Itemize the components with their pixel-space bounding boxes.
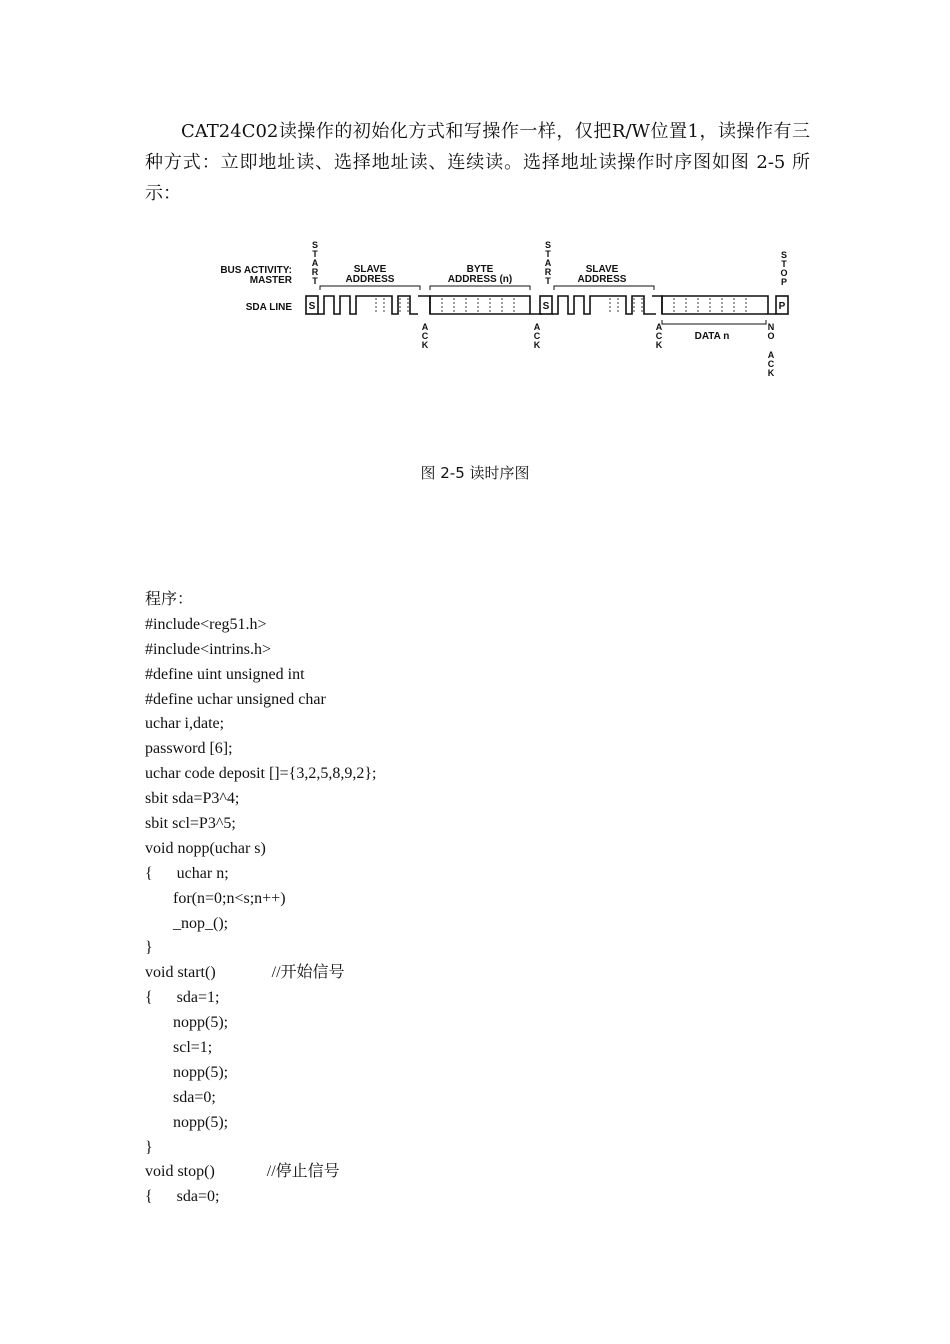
start-1-text: S T A R T: [311, 240, 319, 286]
no-ack-label: A C K: [767, 350, 775, 378]
code-line: }: [145, 939, 153, 957]
start-box-s-2: S: [542, 301, 550, 312]
code-line: uchar i,date;: [145, 715, 225, 733]
no-label: N O: [767, 322, 775, 341]
code-line: #define uchar unsigned char: [145, 690, 326, 708]
code-line: #include<intrins.h>: [145, 640, 272, 658]
code-line: void start() //开始信号: [145, 964, 345, 982]
intro-paragraph: CAT24C02读操作的初始化方式和写操作一样，仅把R/W位置1，读操作有三种方式：立即地址读、选择地址读、连续读。选择地址读操作时序图如图 2-5 所示：: [145, 121, 810, 204]
code-line: nopp(5);: [145, 1063, 229, 1081]
code-line: #define uint unsigned int: [145, 665, 305, 683]
code-line: void nopp(uchar s): [145, 839, 266, 857]
stop-label: [780, 250, 787, 287]
slave-address-2-line2: ADDRESS: [577, 274, 627, 285]
code-line: sbit scl=P3^5;: [145, 815, 236, 833]
code-line: password [6];: [145, 740, 233, 758]
stop-box-p: P: [778, 301, 786, 312]
code-line: uchar code deposit []={3,2,5,8,9,2};: [145, 765, 377, 783]
bus-activity-label: BUS ACTIVITY:: [220, 265, 292, 276]
data-n-label: DATA n: [694, 331, 730, 342]
ack-label-3: A C K: [655, 322, 663, 350]
slave-address-1-line1: SLAVE: [353, 264, 387, 275]
slave-address-2-line1: SLAVE: [585, 264, 619, 275]
read-timing-diagram: [200, 236, 800, 396]
ack-label-1: A C K: [421, 322, 429, 350]
code-line: { sda=0;: [145, 1188, 220, 1206]
byte-address-line2: ADDRESS (n): [447, 274, 513, 285]
code-line: nopp(5);: [145, 1113, 229, 1131]
code-line: sbit sda=P3^4;: [145, 790, 240, 808]
start-label-1: [312, 240, 319, 286]
figure-caption: 图 2-5 读时序图: [420, 464, 530, 482]
master-label: MASTER: [249, 275, 292, 286]
code-line: scl=1;: [145, 1039, 213, 1057]
intro-text: [145, 116, 810, 209]
code-line: { sda=1;: [145, 989, 220, 1007]
code-line: nopp(5);: [145, 1014, 229, 1032]
code-line: sda=0;: [145, 1088, 216, 1106]
bit-dividers: [376, 298, 746, 312]
byte-address-line1: BYTE: [466, 264, 494, 275]
stop-text: S T O P: [780, 250, 788, 287]
code-line: for(n=0;n<s;n++): [145, 889, 286, 907]
code-line: _nop_();: [145, 914, 229, 932]
code-line: { uchar n;: [145, 864, 229, 882]
start-label-2: [545, 240, 552, 286]
slave-address-1-line2: ADDRESS: [345, 274, 395, 285]
sda-line-label: SDA LINE: [245, 302, 292, 313]
timing-diagram-svg: [200, 236, 800, 396]
start-2-text: S T A R T: [544, 240, 552, 286]
code-line: 程序：: [145, 591, 194, 608]
code-line: }: [145, 1138, 153, 1156]
start-box-s-1: S: [308, 301, 316, 312]
code-line: #include<reg51.h>: [145, 615, 267, 633]
code-listing: [145, 588, 376, 1210]
ack-label-2: A C K: [533, 322, 541, 350]
code-line: void stop() //停止信号: [145, 1163, 340, 1181]
